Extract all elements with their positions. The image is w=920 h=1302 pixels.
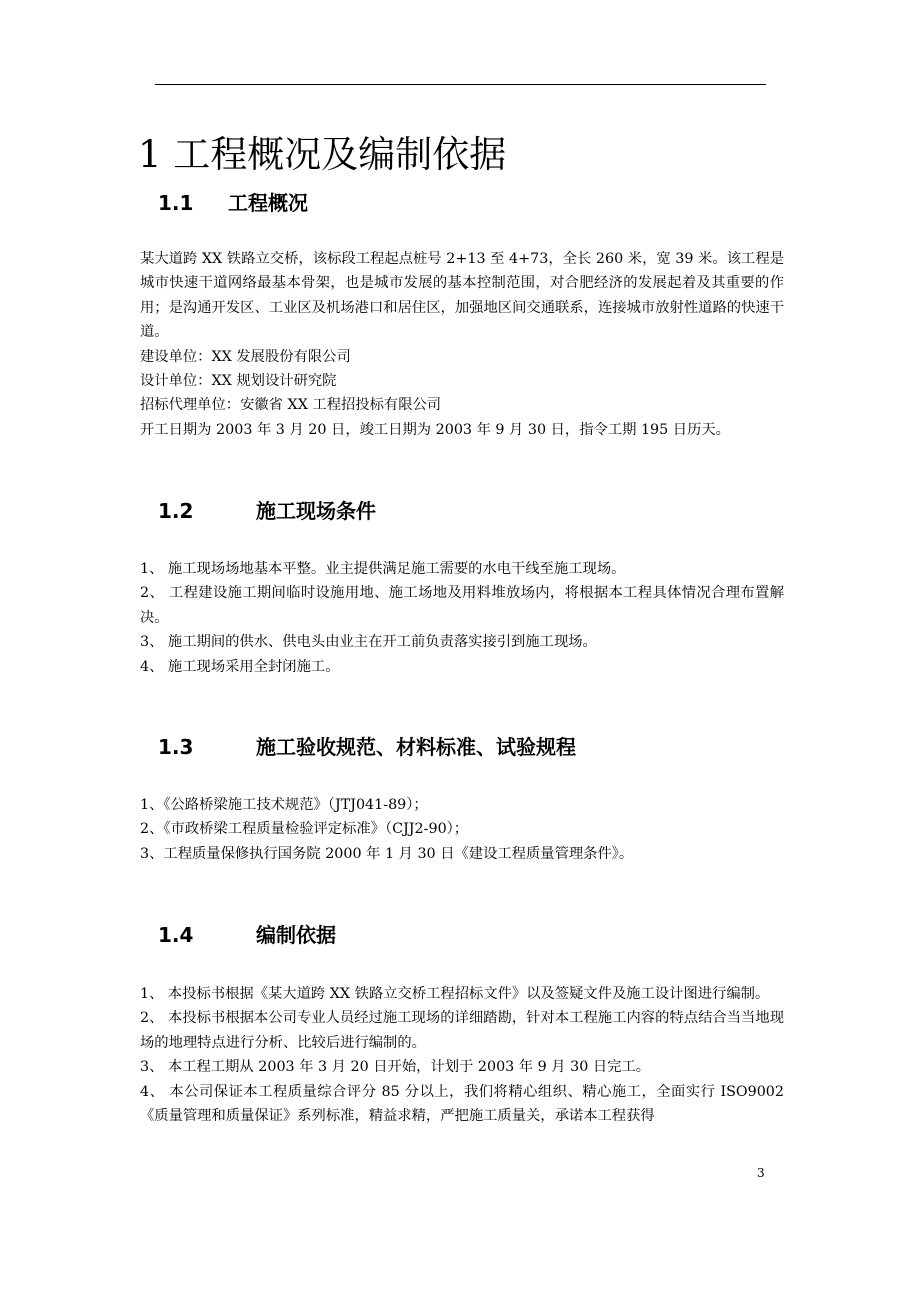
section-number: 1.2 bbox=[158, 499, 194, 523]
project-intro-paragraph: 某大道跨 XX 铁路立交桥，该标段工程起点桩号 2+13 至 4+73，全长 260 米，宽 39 米。该工程是城市快速干道网络最基本骨架，也是城市发展的基本控制范围，对合肥经济的发展起着及其重要的作用；是沟通开发区、工业区及机场港口和居住区，加强地区间交通联系，连接城市放射性道路的快速干道。 bbox=[140, 251, 784, 341]
section-heading-1-3 bbox=[158, 732, 576, 762]
designer-line: 设计单位：XX 规划设计研究院 bbox=[140, 373, 337, 390]
section-1-1-body bbox=[140, 247, 784, 442]
builder-line: 建设单位：XX 发展股份有限公司 bbox=[140, 348, 351, 365]
section-heading-1-1 bbox=[158, 188, 308, 218]
header-rule bbox=[155, 84, 766, 85]
section-number: 1.1 bbox=[158, 191, 194, 215]
list-item: 3、工程质量保修执行国务院 2000 年 1 月 30 日《建设工程质量管理条件》。 bbox=[140, 845, 634, 862]
list-item: 4、 施工现场采用全封闭施工。 bbox=[140, 658, 340, 675]
list-item: 3、 施工期间的供水、供电头由业主在开工前负责落实接引到施工现场。 bbox=[140, 634, 597, 651]
section-title: 工程概况 bbox=[228, 191, 308, 215]
list-item: 1、 施工现场场地基本平整。业主提供满足施工需要的水电干线至施工现场。 bbox=[140, 561, 626, 577]
section-heading-1-2 bbox=[158, 496, 376, 526]
section-number: 1.3 bbox=[158, 735, 194, 759]
chapter-title: 1 工程概况及编制依据 bbox=[138, 133, 507, 176]
list-item: 3、 本工程工期从 2003 年 3 月 20 日开始，计划于 2003 年 9 月 30 日完工。 bbox=[140, 1059, 651, 1076]
list-item: 2、 工程建设施工期间临时设施用地、施工场地及用料堆放场内，将根据本工程具体情况合理布置解决。 bbox=[140, 585, 784, 626]
section-title: 施工现场条件 bbox=[256, 499, 376, 523]
section-title: 编制依据 bbox=[256, 923, 336, 947]
list-item: 2、 本投标书根据本公司专业人员经过施工现场的详细踏勘，针对本工程施工内容的特点结合当当地现场的地理特点进行分析、比较后进行编制的。 bbox=[140, 1010, 784, 1051]
section-title: 施工验收规范、材料标准、试验规程 bbox=[256, 735, 576, 759]
list-item: 4、 本公司保证本工程质量综合评分 85 分以上，我们将精心组织、精心施工，全面实行 ISO9002《质量管理和质量保证》系列标准，精益求精，严把施工质量关，承诺本工程获得 bbox=[140, 1083, 784, 1125]
list-item: 1、《公路桥梁施工技术规范》（JTJ041-89）； bbox=[140, 797, 428, 813]
section-number: 1.4 bbox=[158, 923, 194, 947]
agent-line: 招标代理单位：安徽省 XX 工程招投标有限公司 bbox=[140, 397, 442, 414]
section-heading-1-4 bbox=[158, 920, 336, 950]
section-1-4-body bbox=[140, 982, 784, 1128]
page-number: 3 bbox=[757, 1166, 765, 1180]
schedule-line: 开工日期为 2003 年 3 月 20 日，竣工日期为 2003 年 9 月 30 日，指令工期 195 日历天。 bbox=[140, 421, 730, 438]
list-item: 2、《市政桥梁工程质量检验评定标准》（CJJ2-90）； bbox=[140, 821, 469, 838]
section-1-2-body bbox=[140, 557, 784, 679]
section-1-3-body bbox=[140, 793, 784, 866]
list-item: 1、 本投标书根据《某大道跨 XX 铁路立交桥工程招标文件》以及签疑文件及施工设计图进行编制。 bbox=[140, 986, 770, 1002]
